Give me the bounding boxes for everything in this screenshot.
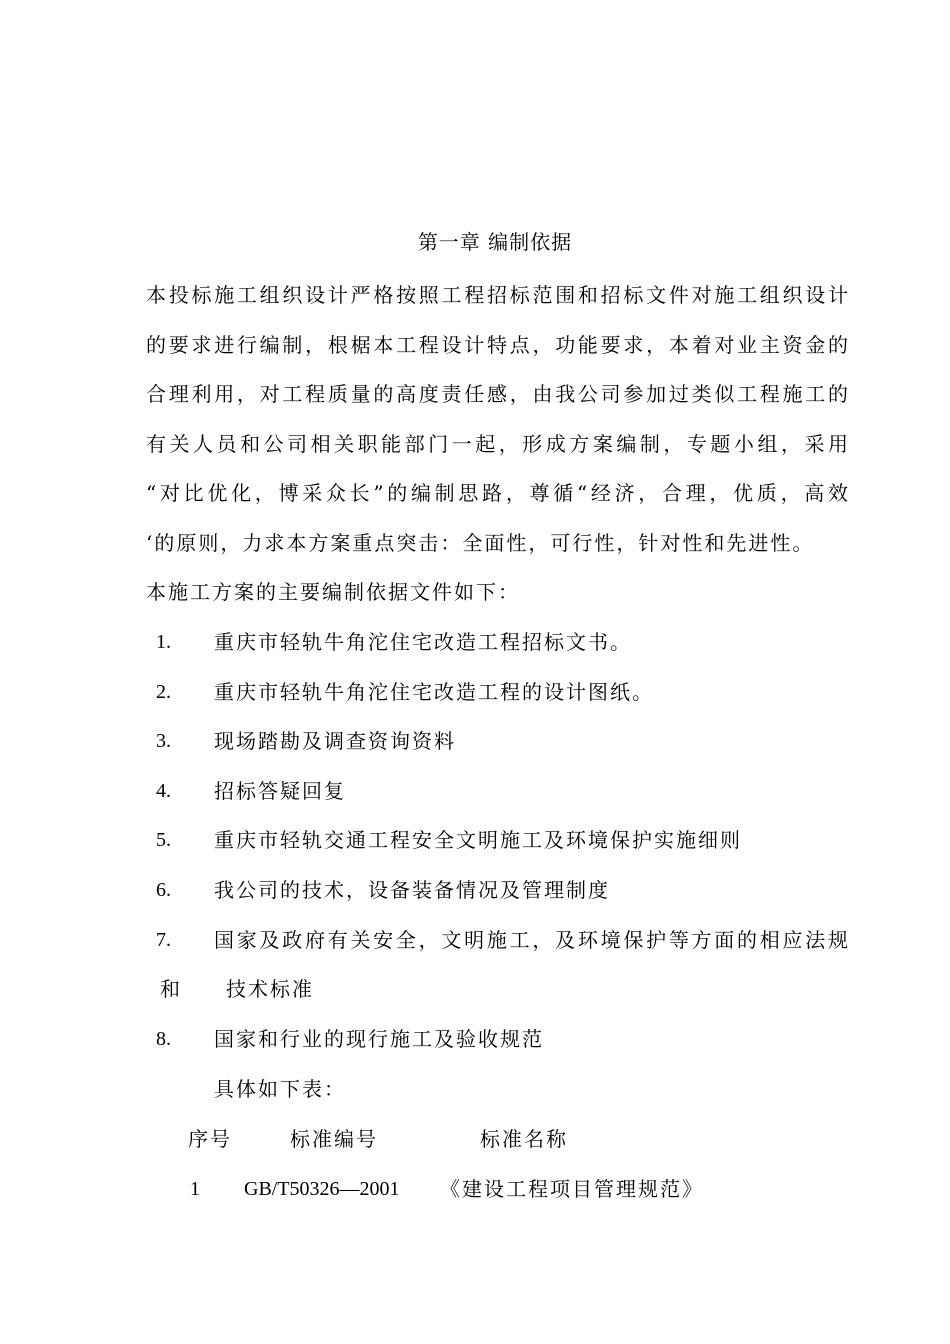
intro-line-2: 的要求进行编制，根椐本工程设计特点，功能要求，本着对业主资金的 [146, 333, 850, 357]
intro-line-1: 本投标施工组织设计严格按照工程招标范围和招标文件对施工组织设计 [146, 283, 850, 307]
list-item-text: 重庆市轻轨牛角沱住宅改造工程的设计图纸。 [214, 680, 654, 704]
list-item-text: 重庆市轻轨交通工程安全文明施工及环境保护实施细则 [214, 828, 742, 852]
intro-line-5: “对比优化，博采众长”的编制思路，尊循“经济，合理，优质，高效 [146, 481, 850, 505]
list-item-number: 8. [156, 1028, 171, 1050]
chapter-title: 第一章 编制依据 [417, 230, 573, 254]
continuation-prefix: 和 [160, 977, 182, 1001]
list-item-text: 国家和行业的现行施工及验收规范 [214, 1027, 544, 1051]
list-item-text: 重庆市轻轨牛角沱住宅改造工程招标文书。 [214, 630, 632, 654]
header-code: 标准编号 [290, 1127, 378, 1151]
table-intro: 具体如下表： [214, 1077, 346, 1101]
list-item-number: 2. [156, 681, 171, 703]
row-code: GB/T50326—2001 [244, 1178, 400, 1200]
row-index: 1 [190, 1178, 200, 1200]
list-item-number: 1. [156, 631, 171, 653]
row-name: 《建设工程项目管理规范》 [440, 1177, 704, 1201]
intro-line-3: 合理利用，对工程质量的高度责任感，由我公司参加过类似工程施工的 [146, 382, 850, 406]
list-item-number: 6. [156, 879, 171, 901]
list-item-number: 3. [156, 730, 171, 752]
intro-line-4: 有关人员和公司相关职能部门一起，形成方案编制，专题小组，采用 [146, 432, 850, 456]
list-item-number: 4. [156, 780, 171, 802]
list-item-text: 招标答疑回复 [214, 779, 346, 803]
list-item-text: 我公司的技术，设备装备情况及管理制度 [214, 878, 610, 902]
list-item-text: 现场踏勘及调查资询资料 [214, 729, 456, 753]
list-item-number: 5. [156, 829, 171, 851]
header-index: 序号 [188, 1127, 232, 1151]
intro-line-6: ‘的原则，力求本方案重点突击：全面性，可行性，针对性和先进性。 [146, 531, 815, 555]
continuation-text: 技术标准 [226, 977, 314, 1001]
header-name: 标准名称 [480, 1127, 568, 1151]
list-item-number: 7. [156, 929, 171, 951]
basis-intro: 本施工方案的主要编制依据文件如下： [146, 580, 520, 604]
list-item-text: 国家及政府有关安全，文明施工，及环境保护等方面的相应法规 [214, 928, 850, 952]
